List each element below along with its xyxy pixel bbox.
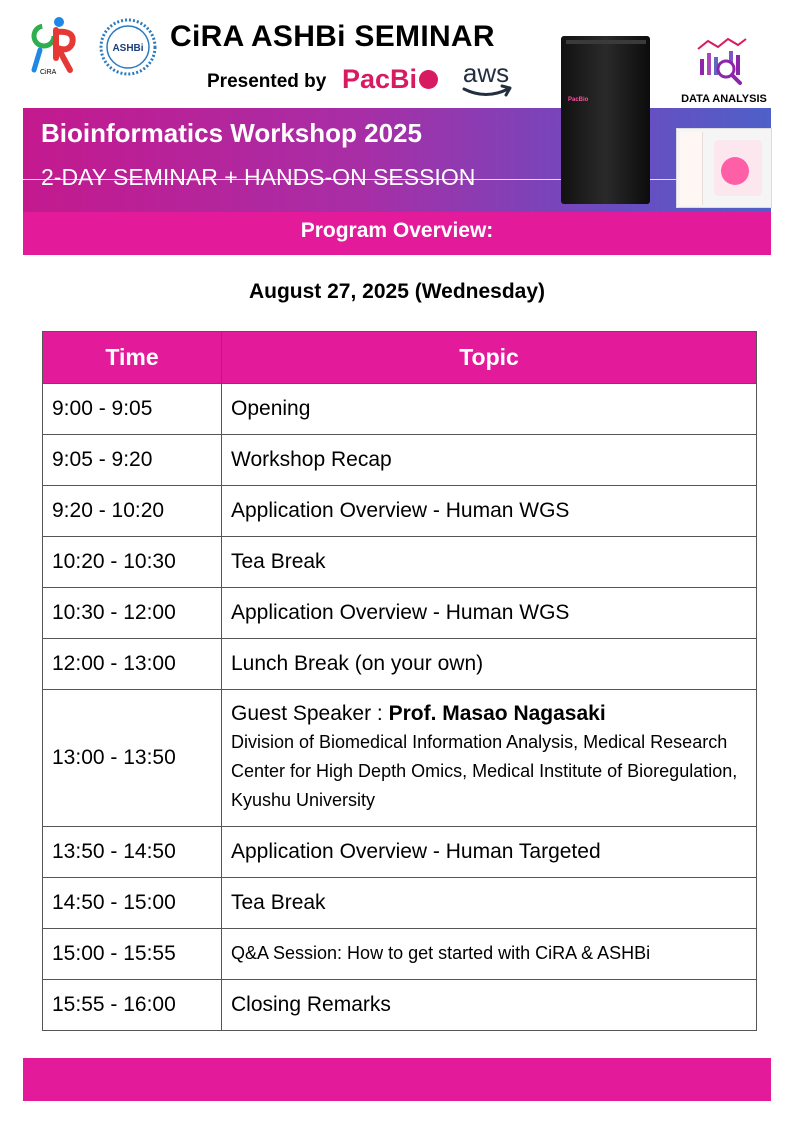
aws-logo-text: aws bbox=[462, 58, 510, 88]
topic-cell: Opening bbox=[222, 384, 757, 435]
pacbio-logo bbox=[342, 64, 438, 95]
guest-speaker-name: Prof. Masao Nagasaki bbox=[388, 702, 606, 726]
table-row bbox=[43, 435, 757, 486]
time-cell: 12:00 - 13:00 bbox=[43, 639, 222, 690]
time-cell: 15:00 - 15:55 bbox=[43, 929, 222, 980]
data-analysis-label: DATA ANALYSIS bbox=[681, 93, 767, 105]
topic-cell: Lunch Break (on your own) bbox=[222, 639, 757, 690]
sequencer-top-edge bbox=[566, 40, 646, 44]
data-analysis-icon bbox=[694, 33, 750, 89]
time-cell: 9:05 - 9:20 bbox=[43, 435, 222, 486]
seminar-title: CiRA ASHBi SEMINAR bbox=[170, 20, 495, 53]
time-cell: 14:50 - 15:00 bbox=[43, 878, 222, 929]
time-cell: 13:50 - 14:50 bbox=[43, 827, 222, 878]
sequencer-image-black bbox=[561, 36, 650, 204]
cira-logo-text: CiRA bbox=[40, 69, 57, 76]
table-row bbox=[43, 537, 757, 588]
topic-cell: Closing Remarks bbox=[222, 980, 757, 1031]
date-heading: August 27, 2025 (Wednesday) bbox=[248, 280, 546, 303]
guest-speaker-prefix: Guest Speaker : bbox=[231, 702, 389, 726]
table-row bbox=[43, 588, 757, 639]
table-row bbox=[43, 827, 757, 878]
table-row bbox=[43, 980, 757, 1031]
table-row bbox=[43, 878, 757, 929]
topic-cell: Application Overview - Human WGS bbox=[222, 486, 757, 537]
pacbio-dot-icon bbox=[419, 70, 438, 89]
table-row bbox=[43, 639, 757, 690]
topic-cell: Tea Break bbox=[222, 878, 757, 929]
column-header-topic: Topic bbox=[222, 332, 757, 384]
table-row bbox=[43, 486, 757, 537]
topic-cell-guest-speaker bbox=[222, 690, 757, 827]
topic-cell: Application Overview - Human WGS bbox=[222, 588, 757, 639]
schedule-table bbox=[42, 331, 757, 1031]
ashbi-logo-text: ASHBi bbox=[112, 43, 144, 54]
time-cell: 15:55 - 16:00 bbox=[43, 980, 222, 1031]
sequencer-logo-text: PacBio bbox=[568, 97, 589, 103]
aws-logo bbox=[456, 58, 516, 102]
guest-speaker-line bbox=[231, 701, 756, 726]
topic-cell: Workshop Recap bbox=[222, 435, 757, 486]
guest-speaker-affiliation: Division of Biomedical Information Analysis, Medical Research Center for High Depth Omics, Medical Institute of Bioregulation, Kyushu University bbox=[231, 732, 738, 810]
topic-cell: Q&A Session: How to get started with CiRA & ASHBi bbox=[222, 929, 757, 980]
time-cell: 9:20 - 10:20 bbox=[43, 486, 222, 537]
time-cell: 10:20 - 10:30 bbox=[43, 537, 222, 588]
table-row-guest-speaker bbox=[43, 690, 757, 827]
topic-cell: Application Overview - Human Targeted bbox=[222, 827, 757, 878]
footer-bar bbox=[23, 1058, 771, 1101]
workshop-title: Bioinformatics Workshop 2025 bbox=[41, 118, 422, 148]
time-cell: 10:30 - 12:00 bbox=[43, 588, 222, 639]
column-header-time: Time bbox=[43, 332, 222, 384]
time-cell: 9:00 - 9:05 bbox=[43, 384, 222, 435]
ashbi-logo bbox=[97, 16, 159, 78]
table-row bbox=[43, 929, 757, 980]
sequencer-white-button bbox=[721, 157, 749, 185]
sequencer-white-side bbox=[680, 132, 703, 205]
pacbio-logo-text: PacBi bbox=[342, 64, 418, 94]
program-overview-label: Program Overview: bbox=[300, 219, 494, 242]
workshop-subtitle: 2-DAY SEMINAR + HANDS-ON SESSION bbox=[41, 164, 476, 190]
presented-by-label: Presented by bbox=[207, 71, 327, 92]
table-row bbox=[43, 384, 757, 435]
cira-logo bbox=[30, 14, 88, 76]
time-cell: 13:00 - 13:50 bbox=[43, 690, 222, 827]
table-header-row bbox=[43, 332, 757, 384]
topic-cell: Tea Break bbox=[222, 537, 757, 588]
